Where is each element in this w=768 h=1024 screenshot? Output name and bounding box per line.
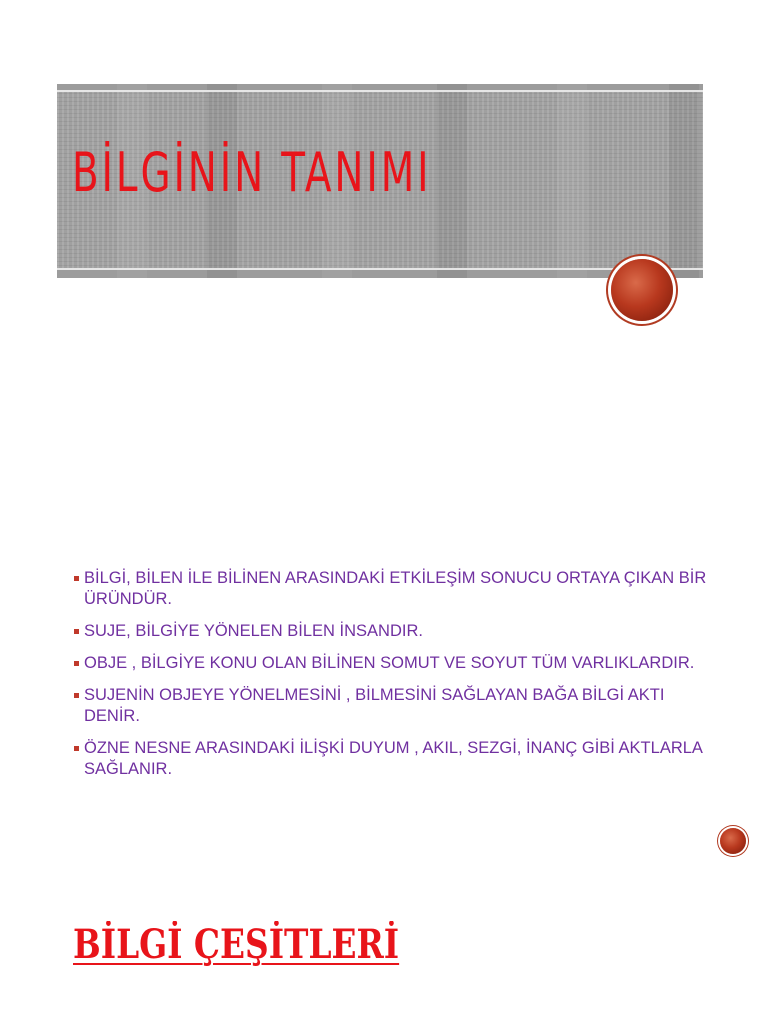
bullet-text: SUJENİN OBJEYE YÖNELMESİNİ , BİLMESİNİ SAĞLAYAN BAĞA BİLGİ AKTI DENİR. bbox=[84, 686, 665, 725]
bullet-icon bbox=[74, 693, 79, 698]
list-item bbox=[74, 653, 714, 674]
list-item bbox=[74, 738, 714, 780]
banner-stripe bbox=[437, 84, 467, 278]
bullet-list bbox=[74, 568, 714, 791]
decorative-orb-icon bbox=[720, 828, 746, 854]
slide-title: BİLGİNİN TANIMI bbox=[72, 141, 432, 204]
banner-stripe bbox=[557, 84, 587, 278]
banner-stripe bbox=[669, 84, 699, 278]
bullet-text: BİLGİ, BİLEN İLE BİLİNEN ARASINDAKİ ETKİLEŞİM SONUCU ORTAYA ÇIKAN BİR ÜRÜNDÜR. bbox=[84, 569, 707, 608]
decorative-orb-icon bbox=[611, 259, 673, 321]
list-item bbox=[74, 685, 714, 727]
bullet-icon bbox=[74, 576, 79, 581]
bullet-text: ÖZNE NESNE ARASINDAKİ İLİŞKİ DUYUM , AKIL, SEZGİ, İNANÇ GİBİ AKTLARLA SAĞLANIR. bbox=[84, 739, 703, 778]
list-item bbox=[74, 621, 714, 642]
bullet-icon bbox=[74, 661, 79, 666]
bullet-text: SUJE, BİLGİYE YÖNELEN BİLEN İNSANDIR. bbox=[84, 622, 423, 640]
banner-top-rule bbox=[57, 90, 703, 92]
list-item bbox=[74, 568, 714, 610]
section-title: BİLGİ ÇEŞİTLERİ bbox=[73, 921, 400, 968]
bullet-icon bbox=[74, 746, 79, 751]
bullet-text: OBJE , BİLGİYE KONU OLAN BİLİNEN SOMUT VE SOYUT TÜM VARLIKLARDIR. bbox=[84, 654, 695, 672]
bullet-icon bbox=[74, 629, 79, 634]
banner-bottom-rule bbox=[57, 268, 703, 270]
